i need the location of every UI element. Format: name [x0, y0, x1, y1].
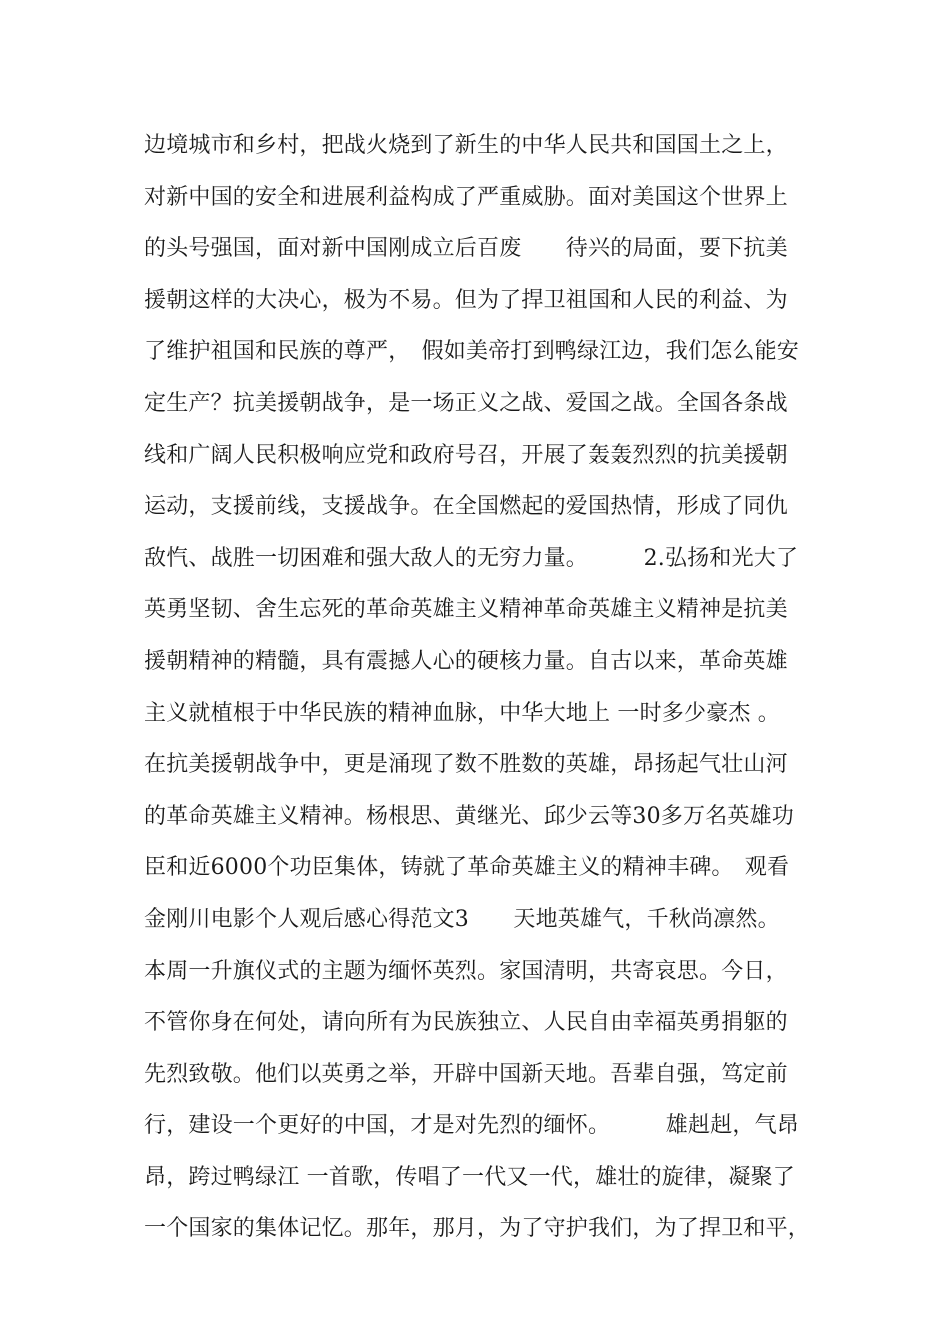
text-line: 了维护祖国和民族的尊严， 假如美帝打到鸭绿江边，我们怎么能安 — [144, 339, 800, 365]
text-line: 本周一升旗仪式的主题为缅怀英烈。家国清明，共寄哀思。今日， — [144, 958, 788, 984]
text-line: 对新中国的安全和进展利益构成了严重威胁。面对美国这个世界上 — [144, 184, 788, 210]
text-line: 不管你身在何处，请向所有为民族独立、人民自由幸福英勇捐躯的 — [144, 1010, 788, 1036]
text-line: 臣和近6000个功臣集体，铸就了革命英雄主义的精神丰碑。 观看 — [144, 855, 790, 881]
body-text — [144, 120, 834, 1255]
text-line: 主义就植根于中华民族的精神血脉，中华大地上 一时多少豪杰 。 — [144, 700, 780, 726]
text-line: 的革命英雄主义精神。杨根思、黄继光、邱少云等30多万名英雄功 — [144, 803, 794, 829]
text-line: 金刚川电影个人观后感心得范文3 天地英雄气，千秋尚凛然。 — [144, 906, 780, 932]
text-line: 一个国家的集体记忆。那年，那月，为了守护我们，为了捍卫和平， — [144, 1216, 811, 1242]
text-line: 援朝精神的精髓，具有震撼人心的硬核力量。自古以来，革命英雄 — [144, 648, 788, 674]
text-line: 英勇坚韧、舍生忘死的革命英雄主义精神革命英雄主义精神是抗美 — [144, 597, 788, 623]
text-line: 线和广阔人民积极响应党和政府号召，开展了轰轰烈烈的抗美援朝 — [144, 442, 788, 468]
text-line: 行，建设一个更好的中国，才是对先烈的缅怀。 雄赳赳，气昂 — [144, 1113, 800, 1139]
text-line: 的头号强国，面对新中国刚成立后百废 待兴的局面，要下抗美 — [144, 236, 788, 262]
text-line: 在抗美援朝战争中，更是涌现了数不胜数的英雄，昂扬起气壮山河 — [144, 752, 788, 778]
text-line: 定生产？抗美援朝战争，是一场正义之战、爱国之战。全国各条战 — [144, 390, 788, 416]
text-line: 先烈致敬。他们以英勇之举，开辟中国新天地。吾辈自强，笃定前 — [144, 1061, 788, 1087]
text-line: 运动，支援前线，支援战争。在全国燃起的爱国热情，形成了同仇 — [144, 494, 788, 520]
text-line: 敌忾、战胜一切困难和强大敌人的无穷力量。 2.弘扬和光大了 — [144, 545, 799, 571]
text-line: 援朝这样的大决心，极为不易。但为了捍卫祖国和人民的利益、为 — [144, 287, 788, 313]
text-line: 昂，跨过鸭绿江 一首歌，传唱了一代又一代，雄壮的旋律，凝聚了 — [144, 1164, 795, 1190]
text-line: 边境城市和乡村，把战火烧到了新生的中华人民共和国国土之上， — [144, 133, 788, 158]
